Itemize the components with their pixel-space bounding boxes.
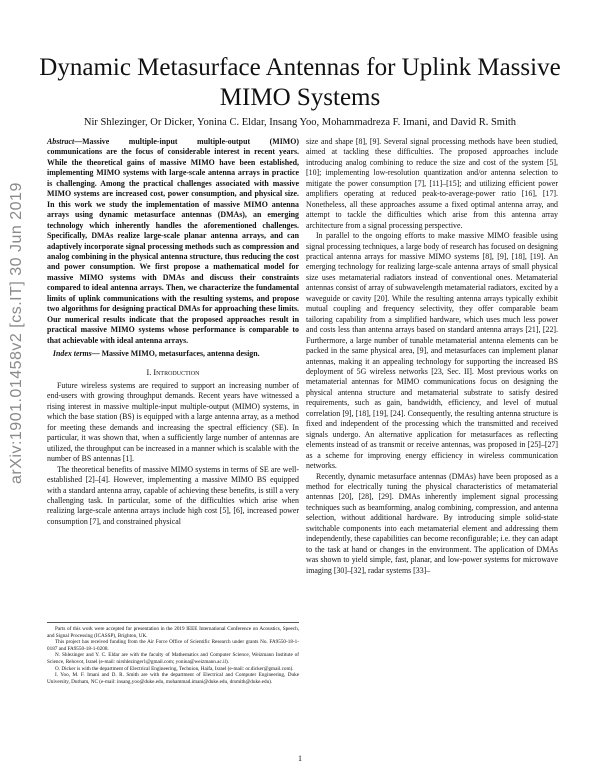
- paragraph: size and shape [8], [9]. Several signal processing methods have been studied, aimed at tackling these difficulties. The proposed approaches include introducing analog combining to reduce the size and cost of the system [5], [10]; implementing low-resolution quantization and/or antenna selection to mitigate the power consumption [7], [11]–[15]; and utilizing efficient power amplifiers operating at reduced peak-to-average-power ratio [16], [17]. Nonetheless, all these approaches assume a fixed optimal antenna array, and attempt to tackle the difficulties which arise from this antenna array architecture from a signal processing perspective.: [306, 137, 558, 230]
- paragraph: Recently, dynamic metasurface antennas (DMAs) have been proposed as a method for electrically tuning the physical characteristics of metamaterial antennas [20], [28], [29]. DMAs inherently implement signal processing techniques such as beamforming, analog combining, compression, and antenna selection, without additional hardware. By introducing simple solid-state switchable components into each metamaterial element and addressing them independently, these capabilities can become reconfigurable; i.e. they can adapt to the task at hand or changes in the environment. The application of DMAs was shown to yield simple, fast, planar, and low-power systems for microwave imaging [30]–[32], radar systems [33]–: [306, 471, 558, 575]
- abstract: [47, 137, 299, 346]
- right-column: [306, 137, 558, 576]
- section-heading: I. Introduction: [146, 367, 200, 377]
- footnote: O. Dicker is with the department of Electrical Engineering, Technion, Haifa, Israel (e-mail: or.dicker@gmail.com).: [55, 665, 294, 672]
- paper-title: Dynamic Metasurface Antennas for Uplink Massive MIMO Systems: [39, 54, 561, 111]
- footnote: I. Yoo, M. F. Imani and D. R. Smith are with the department of Electrical and Computer Engineering, Duke University, Durham, NC (e-mail: insang.yoo@duke.edu, mohammad.imani@duke.edu, drsmith@duke.edu).: [47, 672, 299, 685]
- footnotes: [47, 622, 299, 685]
- paragraph: Future wireless systems are required to support an increasing number of end-users with growing throughput demands. Recent years have witnessed a rising interest in massive multiple-input multiple-output (MIMO) systems, in which the base station (BS) is equipped with a large antenna array, as a method for meeting these demands and increasing the spectral efficiency (SE). In particular, it was shown that, when a sufficiently large number of antennas are utilized, the throughput can be increased in a manner which is scalable with the number of BS antennas [1].: [47, 380, 299, 464]
- footnote: Parts of this work were accepted for presentation in the 2019 IEEE International Conference on Acoustics, Speech, and Signal Processing (ICASSP), Brighton, UK.: [47, 626, 299, 639]
- footnote: This project has received funding from the Air Force Office of Scientific Research under grants No. FA9550-18-1-0187 and FA9550-18-1-0208.: [47, 639, 299, 652]
- paragraph: In parallel to the ongoing efforts to make massive MIMO feasible using signal processing techniques, a large body of research has focused on designing practical antenna arrays for massive MIMO systems [8], [9], [18], [19]. An emerging technology for realizing large-scale antenna arrays of small physical size uses metamaterial radiators instead of conventional ones. Metamaterial antennas consist of array of subwavelength metamaterial radiators, excited by a waveguide or cavity [20]. While the resulting antenna arrays typically exhibit mutual coupling and frequency selectivity, they offer comparable beam tailoring capability from a simplified hardware, which uses much less power and costs less than antenna arrays based on standard antenna arrays [21], [22]. Furthermore, a large number of tunable metamaterial antenna elements can be packed in the same physical area, [9], and metasurfaces can implement planar antennas, making it an appealing technology for supporting the increased BS deployment of 5G wireless networks [23, Sec. II]. Most previous works on metamaterial antennas for MIMO communications focus on designing the physical antenna structure and metamaterial substrate to satisfy desired requirements, such as gain, bandwidth, efficiency, and level of mutual correlation [9], [18], [19], [24]. Consequently, the resulting antenna structure is fixed and independent of the processing which the transmitted and received signals undergo. An alternative application for metasurfaces as reflecting elements instead of as transmit or receive antennas, was proposed in [25]–[27] as a scheme for improving energy efficiency in wireless communication networks.: [306, 231, 558, 471]
- left-column: [47, 137, 299, 527]
- index-terms-label: Index terms: [52, 349, 92, 359]
- page-number: 1: [298, 754, 302, 763]
- index-terms: [47, 349, 299, 359]
- index-terms-text: — Massive MIMO, metasurfaces, antenna design.: [91, 349, 260, 359]
- paragraph: The theoretical benefits of massive MIMO systems in terms of SE are well-established [2]–[4]. However, implementing a massive MIMO BS equipped with a standard antenna array, capable of achieving these benefits, is still a very challenging task. In particular, some of the difficulties which arise when realizing large-scale antenna arrays include high cost [5], [6], increased power consumption [7], and constrained physical: [47, 464, 299, 526]
- arxiv-stamp: arXiv:1901.01458v2 [cs.IT] 30 Jun 2019: [8, 182, 25, 484]
- footnote: N. Shlezinger and Y. C. Eldar are with the faculty of Mathematics and Computer Science, Weizmann Institute of Science, Rehovot, Israel (e-mail: nirshlezinger1@gmail.com; yonina@weizmann.ac.il).: [47, 652, 299, 665]
- abstract-text: —Massive multiple-input multiple-output (MIMO) communications are the focus of considerable interest in recent years. While the theoretical gains of massive MIMO have been established, implementing MIMO systems with large-scale antenna arrays in practice is challenging. Among the practical challenges associated with massive MIMO systems are increased cost, power consumption, and physical size. In this work we study the implementation of massive MIMO antenna arrays using dynamic metasurface antennas (DMAs), an emerging technology which inherently handles the aforementioned challenges. Specifically, DMAs realize large-scale planar antenna arrays, and can adaptively incorporate signal processing methods such as compression and analog combining in the physical antenna structure, thus reducing the cost and power consumption. We first propose a mathematical model for massive MIMO systems with DMAs and discuss their constraints compared to ideal antenna arrays. Then, we characterize the fundamental limits of uplink communications with the resulting systems, and propose two algorithms for designing practical DMAs for approaching these limits. Our numerical results indicate that the proposed approaches result in practical massive MIMO systems whose performance is comparable to that achievable with ideal antenna arrays.: [47, 137, 299, 345]
- abstract-label: Abstract: [47, 137, 75, 146]
- author-list: Nir Shlezinger, Or Dicker, Yonina C. Eldar, Insang Yoo, Mohammadreza F. Imani, and David R. Smith: [83, 117, 517, 128]
